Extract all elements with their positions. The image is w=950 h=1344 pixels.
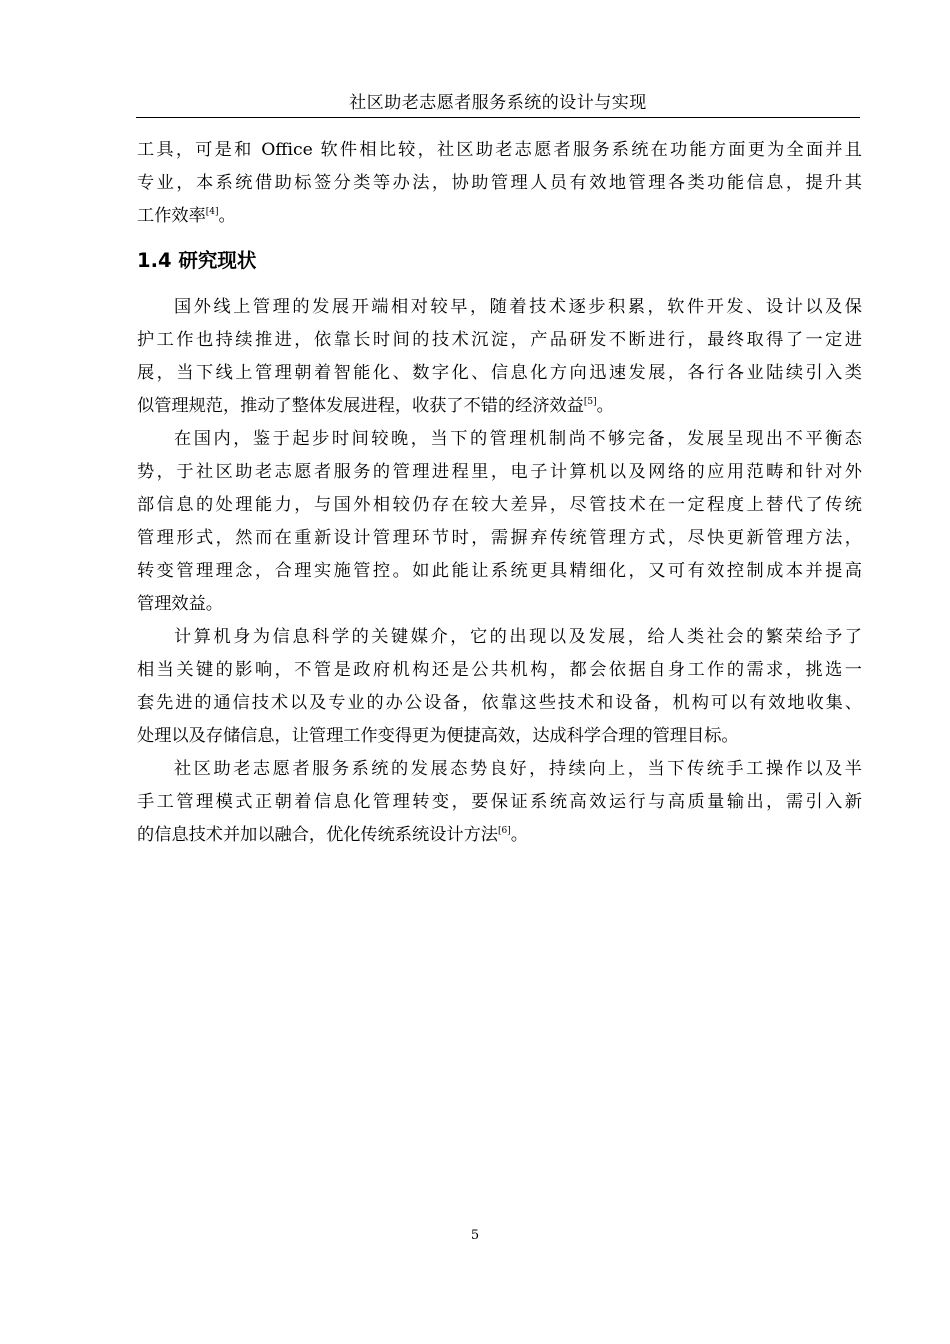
paragraph-line-final: 处理以及存储信息，让管理工作变得更为便捷高效，达成科学合理的管理目标。 xyxy=(137,726,739,746)
paragraph-line: 展，当下线上管理朝着智能化、数字化、信息化方向迅速发展，各行各业陆续引入类 xyxy=(137,363,862,383)
paragraph-line: 在国内，鉴于起步时间较晚，当下的管理机制尚不够完备，发展呈现出不平衡态 xyxy=(174,429,862,449)
paragraph-line: 手工管理模式正朝着信息化管理转变，要保证系统高效运行与高质量输出，需引入新 xyxy=(137,792,862,812)
header-rule xyxy=(136,117,860,118)
paragraph-line: 国外线上管理的发展开端相对较早，随着技术逐步积累，软件开发、设计以及保 xyxy=(174,297,862,317)
paragraph-line-text: 工作效率 xyxy=(137,206,206,226)
page-body xyxy=(137,134,862,852)
sentence-end: 。 xyxy=(510,825,528,845)
paragraph-line-text: 似管理规范，推动了整体发展进程，收获了不错的经济效益 xyxy=(137,396,584,416)
body-paragraph-4 xyxy=(137,753,862,852)
running-header-title: 社区助老志愿者服务系统的设计与实现 xyxy=(349,93,647,113)
paragraph-line: 势，于社区助老志愿者服务的管理进程里，电子计算机以及网络的应用范畴和针对外 xyxy=(137,462,862,482)
section-heading: 1.4 研究现状 xyxy=(137,249,257,272)
intro-paragraph xyxy=(137,134,862,233)
citation-ref[interactable]: [5] xyxy=(583,397,597,407)
paragraph-line-final xyxy=(137,819,862,852)
paragraph-line-final xyxy=(137,200,862,233)
citation-ref[interactable]: [4] xyxy=(205,207,219,217)
paragraph-line: 社区助老志愿者服务系统的发展态势良好，持续向上，当下传统手工操作以及半 xyxy=(174,759,862,779)
paragraph-line: 专业，本系统借助标签分类等办法，协助管理人员有效地管理各类功能信息，提升其 xyxy=(137,173,862,193)
paragraph-line: 套先进的通信技术以及专业的办公设备，依靠这些技术和设备，机构可以有效地收集、 xyxy=(137,693,862,713)
paragraph-line: 相当关键的影响，不管是政府机构还是公共机构，都会依据自身工作的需求，挑选一 xyxy=(137,660,862,680)
sentence-end: 。 xyxy=(596,396,614,416)
page-number: 5 xyxy=(470,1228,480,1243)
paragraph-line: 护工作也持续推进，依靠长时间的技术沉淀，产品研发不断进行，最终取得了一定进 xyxy=(137,330,862,350)
citation-ref[interactable]: [6] xyxy=(497,826,511,836)
paragraph-line-text: 的信息技术并加以融合，优化传统系统设计方法 xyxy=(137,825,498,845)
paragraph-line-final: 管理效益。 xyxy=(137,594,223,614)
paragraph-line: 计算机身为信息科学的关键媒介，它的出现以及发展，给人类社会的繁荣给予了 xyxy=(174,627,862,647)
paragraph-line: 部信息的处理能力，与国外相较仍存在较大差异，尽管技术在一定程度上替代了传统 xyxy=(137,495,862,515)
paragraph-line: 工具，可是和 Office 软件相比较，社区助老志愿者服务系统在功能方面更为全面并且 xyxy=(137,140,862,160)
paragraph-line: 转变管理理念，合理实施管控。如此能让系统更具精细化，又可有效控制成本并提高 xyxy=(137,561,862,581)
paragraph-line-final xyxy=(137,390,862,423)
body-paragraph-2 xyxy=(137,423,862,621)
paragraph-line: 管理形式，然而在重新设计管理环节时，需摒弃传统管理方式，尽快更新管理方法， xyxy=(137,528,862,548)
sentence-end: 。 xyxy=(218,206,236,226)
body-paragraph-1 xyxy=(137,291,862,423)
body-paragraph-3 xyxy=(137,621,862,753)
